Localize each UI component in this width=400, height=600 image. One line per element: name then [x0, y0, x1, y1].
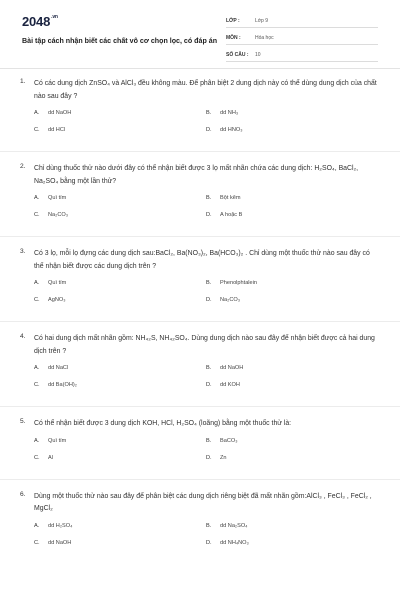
logo-text: 2048 [22, 14, 51, 29]
option-text: dd NH₃ [220, 110, 239, 116]
question-number: 1. [20, 78, 26, 85]
answer-option[interactable] [34, 212, 206, 218]
option-letter: D. [206, 539, 212, 546]
question-number: 6. [20, 490, 26, 498]
answer-options [20, 110, 378, 133]
answer-option[interactable] [206, 540, 378, 546]
option-text: Zn [220, 454, 227, 461]
answer-option[interactable] [206, 523, 378, 529]
answer-option[interactable] [206, 438, 378, 444]
option-text: dd NaCl [48, 365, 69, 371]
question-divider [0, 151, 400, 152]
option-letter: C. [34, 382, 40, 388]
answer-option[interactable] [34, 195, 206, 201]
option-text: dd NH₄NO₃ [220, 539, 249, 546]
question-number: 5. [20, 418, 26, 425]
option-text: dd NaOH [48, 110, 72, 116]
option-text: BaCO₃ [220, 437, 238, 444]
page-title: Bài tập cách nhận biết các chất vô cơ chọn lọc, có đáp án [22, 37, 218, 45]
answer-options [20, 280, 378, 303]
answer-option[interactable] [34, 110, 206, 116]
option-letter: B. [206, 110, 212, 116]
answer-option[interactable] [206, 382, 378, 388]
header-divider [0, 68, 400, 69]
question-text: Có thể nhận biết được 3 dung dịch KOH, HCl, H₂SO₄ (loãng) bằng một thuốc thử là: [34, 420, 292, 427]
question-divider [0, 236, 400, 237]
question-text: Có các dung dịch ZnSO₄ và AlCl₃ đều không màu. Để phân biệt 2 dung dịch này có thể dùng dung dịch của chất nào sau đây ? [34, 80, 377, 100]
question-row [20, 418, 378, 431]
question-row [20, 248, 378, 273]
option-letter: B. [206, 437, 212, 444]
question-item [0, 78, 400, 133]
option-letter: C. [34, 212, 40, 218]
option-letter: B. [206, 365, 212, 371]
option-letter: B. [206, 522, 212, 529]
option-text: dd NaOH [220, 365, 244, 371]
question-item [0, 333, 400, 388]
answer-options [20, 523, 378, 546]
answer-option[interactable] [206, 455, 378, 461]
meta-row-grade [226, 14, 378, 28]
option-text: Quì tím [48, 280, 67, 286]
answer-options [20, 438, 378, 461]
option-text: dd KOH [220, 382, 240, 388]
answer-option[interactable] [34, 365, 206, 371]
logo-suffix: .vn [51, 14, 58, 20]
question-text: Chỉ dùng thuốc thử nào dưới đây có thể nhận biết được 3 lọ mất nhãn chứa các dung dịch: H₂SO₄, BaCl₂, Na₂SO₄ bằng một lần thử? [34, 165, 359, 185]
option-letter: A. [34, 280, 40, 286]
question-divider [0, 479, 400, 480]
option-text: AgNO₃ [48, 297, 66, 303]
option-letter: B. [206, 195, 212, 201]
option-text: Na₂CO₃ [48, 212, 68, 218]
option-text: Quì tím [48, 195, 67, 201]
option-text: Na₂CO₃ [220, 297, 240, 303]
option-text: dd NaOH [48, 539, 72, 546]
option-letter: D. [206, 297, 212, 303]
answer-option[interactable] [34, 382, 206, 388]
option-letter: A. [34, 437, 40, 444]
option-text: dd H₂SO₄ [48, 522, 73, 529]
question-item [0, 491, 400, 546]
question-list [0, 78, 400, 564]
worksheet-meta [226, 14, 378, 65]
answer-option[interactable] [206, 297, 378, 303]
question-item [0, 163, 400, 218]
option-text: A hoặc B [220, 212, 243, 218]
question-text: Có hai dung dịch mất nhãn gồm: NH₄₂S, NH₄₂SO₄. Dùng dung dịch nào sau đây để nhận biết được cả hai dung dịch trên ? [34, 335, 375, 355]
question-divider [0, 406, 400, 407]
option-text: Bột kẽm [220, 195, 241, 201]
answer-options [20, 365, 378, 388]
option-text: dd Na₂SO₄ [220, 522, 248, 529]
question-text: Có 3 lọ, mỗi lọ đựng các dung dịch sau:BaCl₂, Ba(NO₃)₂, Ba(HCO₃)₂ . Chỉ dùng một thuốc thử nào sau đây có thể nhận biết được các dung dịch trên ? [34, 250, 370, 270]
question-item [0, 248, 400, 303]
option-text: Al [48, 454, 53, 461]
option-letter: D. [206, 212, 212, 218]
question-row [20, 78, 378, 103]
question-text: Dùng một thuốc thử nào sau đây để phân biệt các dung dịch riêng biệt đã mất nhãn gồm:AlCl₃ , FeCl₃ , FeCl₂ , MgCl₂ [34, 492, 372, 512]
option-letter: A. [34, 110, 40, 116]
option-letter: D. [206, 382, 212, 388]
meta-value: Lớp 9 [255, 17, 269, 24]
option-letter: D. [206, 127, 212, 133]
answer-option[interactable] [34, 540, 206, 546]
page-header [0, 0, 400, 68]
answer-option[interactable] [34, 297, 206, 303]
question-row [20, 333, 378, 358]
answer-option[interactable] [34, 127, 206, 133]
answer-option[interactable] [206, 110, 378, 116]
meta-value: Hóa học [255, 34, 274, 41]
option-letter: C. [34, 539, 40, 546]
question-row [20, 163, 378, 188]
meta-label: MÔN : [226, 34, 241, 41]
option-letter: A. [34, 365, 40, 371]
option-letter: D. [206, 454, 212, 461]
answer-option[interactable] [34, 455, 206, 461]
meta-value: 10 [255, 51, 261, 58]
meta-row-question-count [226, 48, 378, 62]
question-divider [0, 321, 400, 322]
answer-option[interactable] [206, 280, 378, 286]
answer-option[interactable] [206, 212, 378, 218]
answer-option[interactable] [34, 523, 206, 529]
option-text: Phenolphtalein [220, 280, 258, 286]
answer-options [20, 195, 378, 218]
answer-option[interactable] [206, 365, 378, 371]
meta-row-subject [226, 31, 378, 45]
option-letter: A. [34, 195, 40, 201]
option-text: Quì tím [48, 437, 67, 444]
option-letter: C. [34, 454, 40, 461]
answer-option[interactable] [34, 438, 206, 444]
question-row [20, 491, 378, 516]
question-number: 4. [20, 333, 26, 340]
option-letter: C. [34, 297, 40, 303]
question-item [0, 418, 400, 461]
answer-option[interactable] [34, 280, 206, 286]
meta-label: LỚP : [226, 17, 240, 24]
option-letter: A. [34, 522, 40, 529]
option-letter: B. [206, 280, 212, 286]
answer-option[interactable] [206, 195, 378, 201]
question-number: 2. [20, 163, 26, 170]
option-text: dd Ba(OH)₂ [48, 382, 77, 388]
option-letter: C. [34, 127, 40, 133]
answer-option[interactable] [206, 127, 378, 133]
question-number: 3. [20, 248, 26, 255]
meta-label: SỐ CÂU : [226, 51, 249, 58]
option-text: dd HCl [48, 127, 66, 133]
option-text: dd HNO₃ [220, 127, 243, 133]
